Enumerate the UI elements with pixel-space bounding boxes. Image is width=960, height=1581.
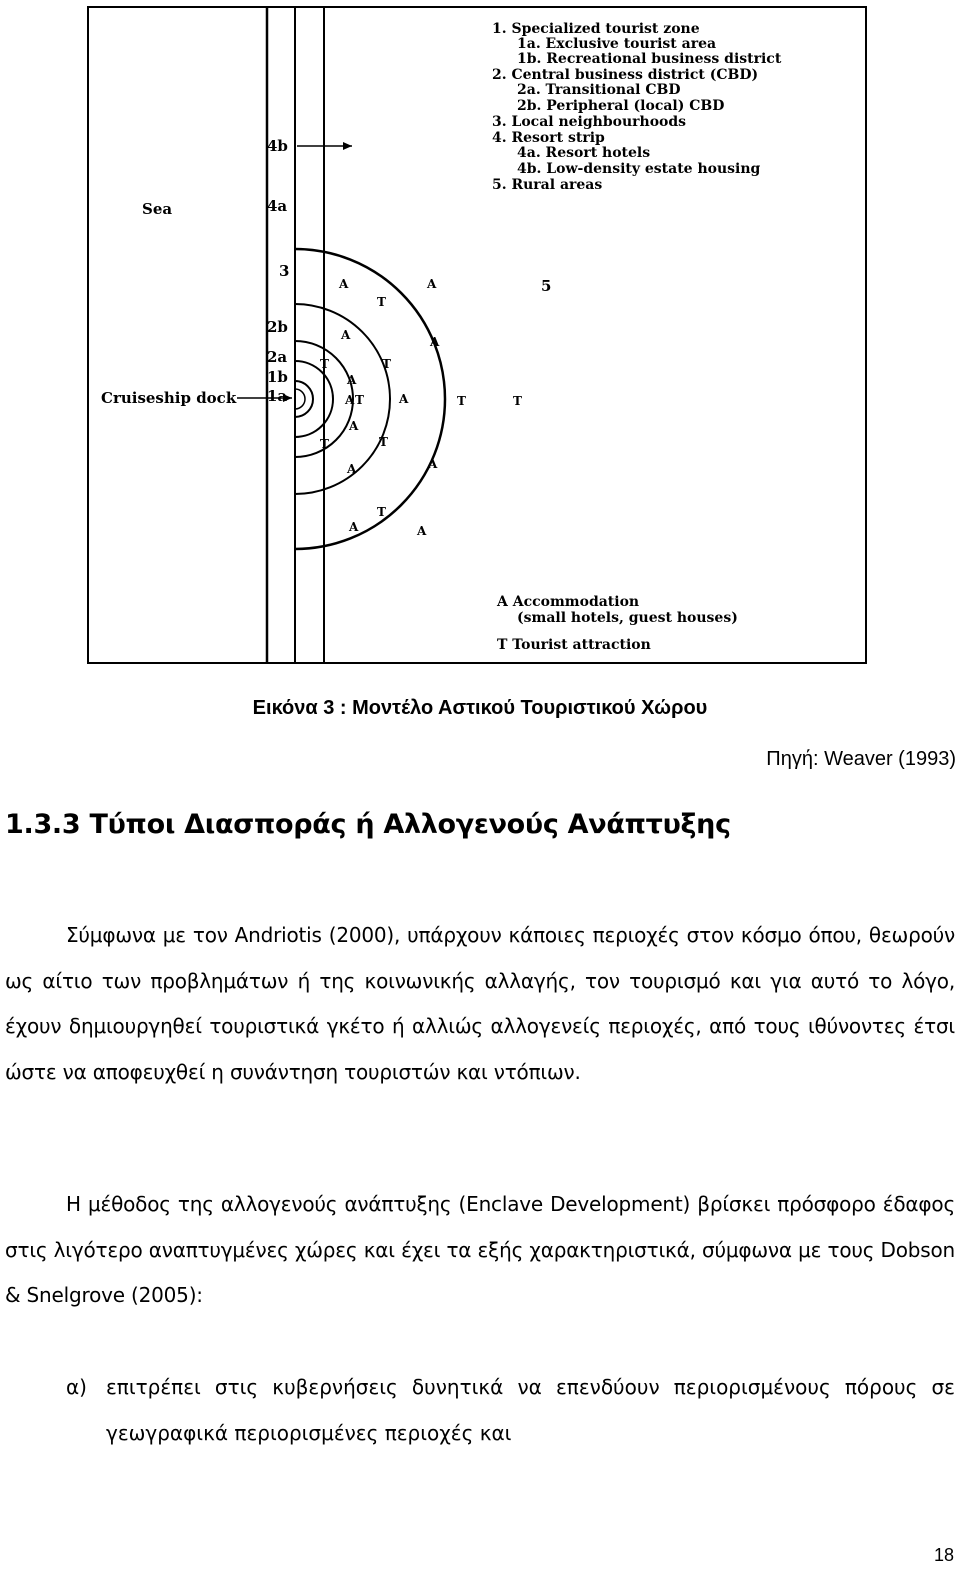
- key-accommodation-sub: (small hotels, guest houses): [517, 610, 738, 626]
- zone-label-1a: 1a: [267, 387, 288, 405]
- model-diagram: [87, 6, 873, 668]
- key-tourist-attraction: T Tourist attraction: [497, 637, 651, 653]
- zone-label-2a: 2a: [267, 348, 288, 366]
- symbol-a: A: [347, 373, 357, 387]
- symbol-a: A: [339, 277, 349, 291]
- symbol-a: A: [349, 419, 359, 433]
- legend-item: 2a. Transitional CBD: [517, 82, 681, 98]
- paragraph: Σύμφωνα με τον Andriotis (2000), υπάρχουν κάποιες περιοχές στον κόσμο όπου, θεωρούν ως αίτιο των προβλημάτων ή της κοινωνικής αλλαγής, τον τουρισμό και για αυτό το λόγο, έχουν δημιουργηθεί τουριστικά γκέτο ή αλλιώς αλλογενείς περιοχές, από τους ιθύνοντες έτσι ώστε να αποφευχθεί η συνάντηση τουριστών και ντόπιων.: [5, 923, 955, 1084]
- legend-item: 2b. Peripheral (local) CBD: [517, 98, 725, 114]
- symbol-a: A: [399, 392, 409, 406]
- zone-label-2b: 2b: [267, 318, 288, 336]
- key-accommodation: A Accommodation: [497, 594, 640, 610]
- legend-item: 3. Local neighbourhoods: [492, 114, 687, 130]
- figure-frame: [88, 7, 866, 663]
- symbol-a: A: [430, 335, 440, 349]
- symbol-t: T: [382, 357, 391, 371]
- cruiseship-dock-label: Cruiseship dock: [101, 389, 237, 407]
- legend-item: 1. Specialized tourist zone: [492, 21, 700, 37]
- legend-item: 2. Central business district (CBD): [492, 67, 759, 83]
- legend-item: 5. Rural areas: [492, 177, 603, 193]
- symbol-t: T: [377, 505, 386, 519]
- symbol-a: A: [347, 462, 357, 476]
- legend-item: 4b. Low-density estate housing: [517, 161, 761, 177]
- urban-tourism-model-figure: [87, 6, 873, 668]
- symbol-a: A: [345, 393, 355, 407]
- zone-label-3: 3: [279, 262, 290, 280]
- symbol-a: A: [428, 457, 438, 471]
- symbol-t: T: [513, 394, 522, 408]
- figure-source: Πηγή: Weaver (1993): [766, 748, 956, 770]
- legend-item: 4. Resort strip: [492, 130, 605, 146]
- paragraph: Η μέθοδος της αλλογενούς ανάπτυξης (Enclave Development) βρίσκει πρόσφορο έδαφος στις λιγότερο αναπτυγμένες χώρες και έχει τα εξής χαρακτηριστικά, σύμφωνα με τους Dobson & Snelgrove (2005):: [5, 1192, 955, 1307]
- list-item-label: α): [66, 1375, 87, 1399]
- symbol-a: A: [349, 520, 359, 534]
- page-number: 18: [933, 1545, 954, 1565]
- zone-label-4b: 4b: [267, 137, 288, 155]
- legend-item: 1a. Exclusive tourist area: [517, 36, 717, 52]
- section-title: 1.3.3 Τύποι Διασποράς ή Αλλογενούς Ανάπτυξης: [5, 809, 731, 840]
- symbol-t: T: [355, 393, 364, 407]
- figure-caption: Εικόνα 3 : Μοντέλο Αστικού Τουριστικού Χώρου: [252, 697, 708, 719]
- symbol-t: T: [377, 295, 386, 309]
- zone-label-1b: 1b: [267, 368, 288, 386]
- symbol-a: A: [341, 328, 351, 342]
- zone-label-4a: 4a: [267, 197, 288, 215]
- symbol-t: T: [320, 437, 329, 451]
- symbol-t: T: [320, 357, 329, 371]
- symbol-t: T: [379, 435, 388, 449]
- sea-label: Sea: [142, 200, 173, 218]
- legend-item: 4a. Resort hotels: [517, 145, 651, 161]
- symbol-a: A: [417, 524, 427, 538]
- list-item-text: επιτρέπει στις κυβερνήσεις δυνητικά να επενδύουν περιορισμένους πόρους σε γεωγραφικά περιορισμένες περιοχές και: [106, 1375, 955, 1445]
- list-item: [66, 1365, 955, 1456]
- zone-label-5: 5: [541, 277, 552, 295]
- symbol-t: T: [457, 394, 466, 408]
- legend-item: 1b. Recreational business district: [517, 51, 782, 67]
- symbol-a: A: [427, 277, 437, 291]
